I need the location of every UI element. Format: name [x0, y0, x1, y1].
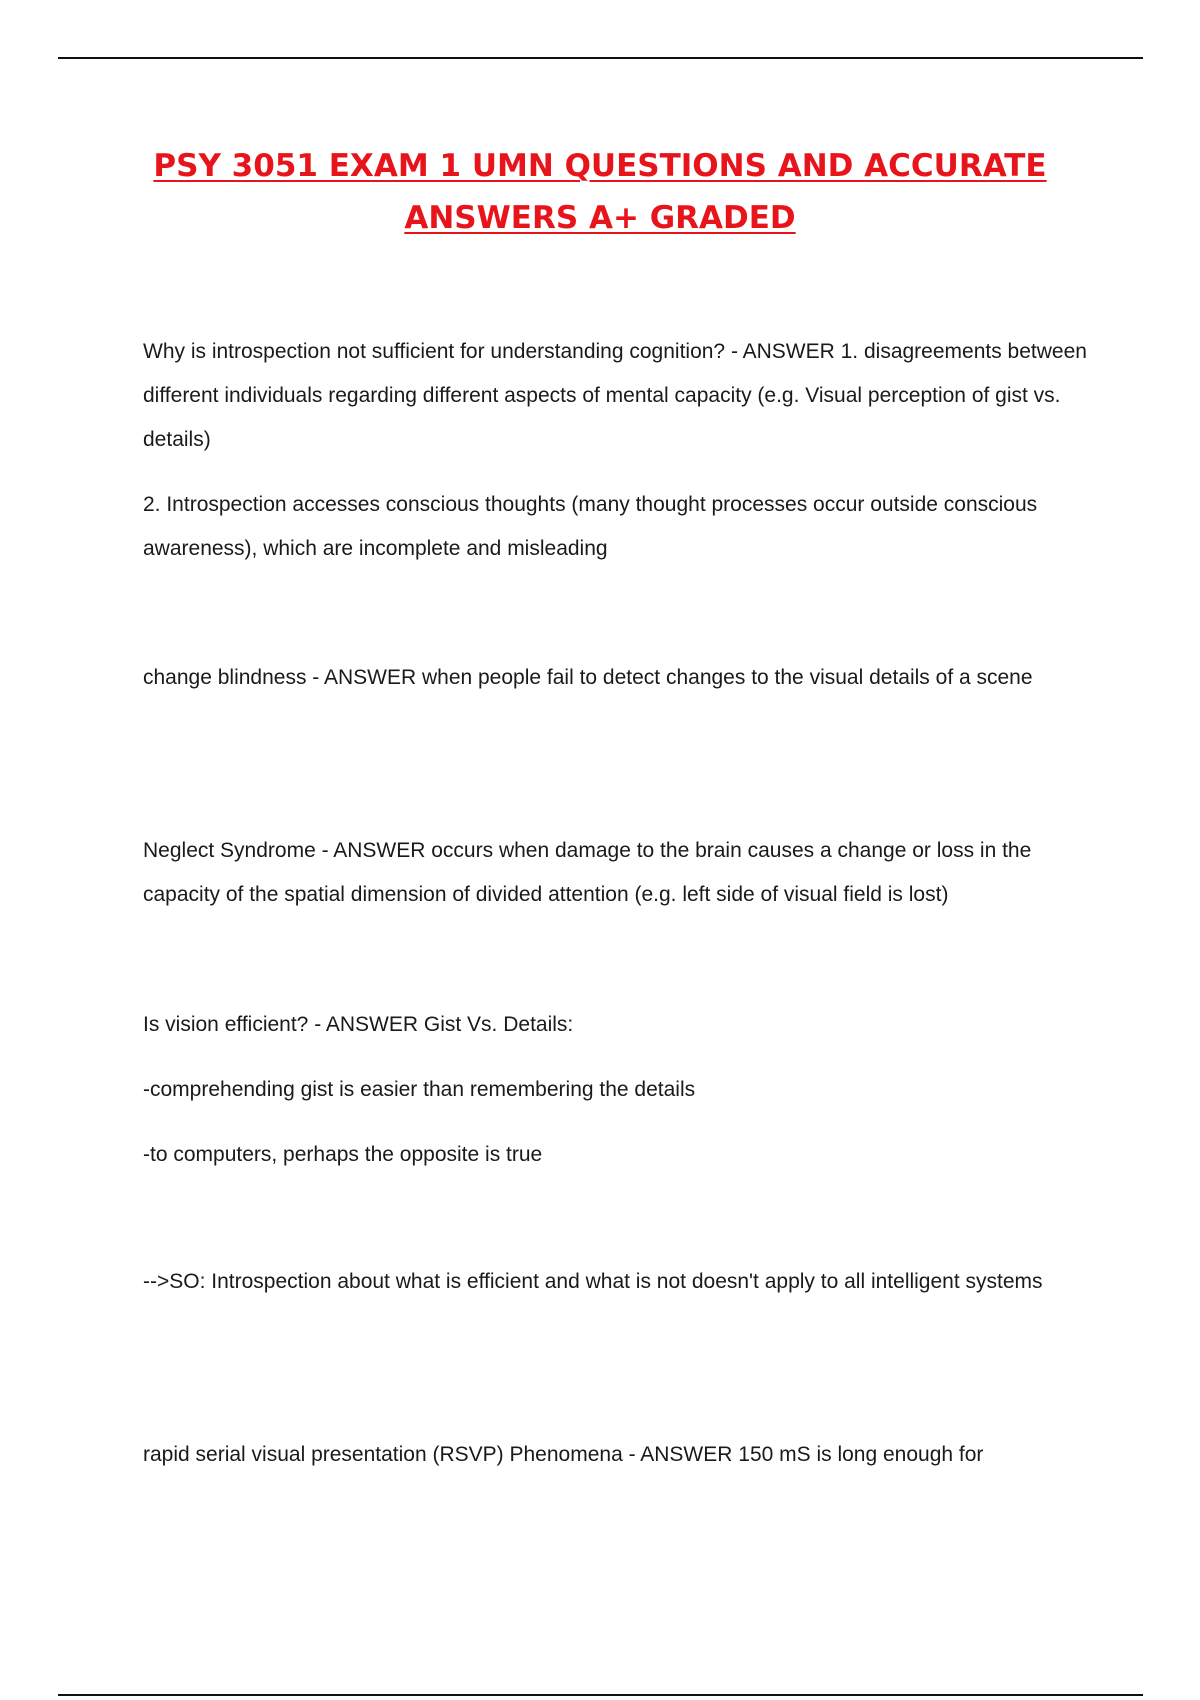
title-line-2: ANSWERS A+ GRADED — [404, 200, 796, 236]
top-rule — [58, 57, 1143, 59]
paragraph-vision-efficient: Is vision efficient? - ANSWER Gist Vs. Details: — [143, 1013, 574, 1036]
paragraph-gist-easier: -comprehending gist is easier than remembering the details — [143, 1078, 696, 1101]
paragraph-so-introspection: -->SO: Introspection about what is efficient and what is not doesn't apply to all intelligent systems — [143, 1270, 1043, 1293]
paragraph-introspection-point-2: 2. Introspection accesses conscious thoughts (many thought processes occur outside conscious awareness), which are incomplete and misleading — [143, 493, 1038, 560]
paragraph-change-blindness: change blindness - ANSWER when people fail to detect changes to the visual details of a scene — [143, 666, 1033, 689]
paragraph-neglect-syndrome: Neglect Syndrome - ANSWER occurs when damage to the brain causes a change or loss in the capacity of the spatial dimension of divided attention (e.g. left side of visual field is lost) — [143, 839, 1032, 906]
paragraph-introspection-q: Why is introspection not sufficient for understanding cognition? - ANSWER 1. disagreements between different individuals regarding different aspects of mental capacity (e.g. Visual perception of gist vs. details) — [143, 340, 1087, 451]
paragraph-rsvp: rapid serial visual presentation (RSVP) Phenomena - ANSWER 150 mS is long enough for — [143, 1443, 984, 1466]
bottom-rule — [58, 1694, 1143, 1696]
title-line-1: PSY 3051 EXAM 1 UMN QUESTIONS AND ACCURATE — [153, 148, 1047, 184]
document-title — [0, 140, 1200, 244]
paragraph-computers-opposite: -to computers, perhaps the opposite is true — [143, 1143, 543, 1166]
